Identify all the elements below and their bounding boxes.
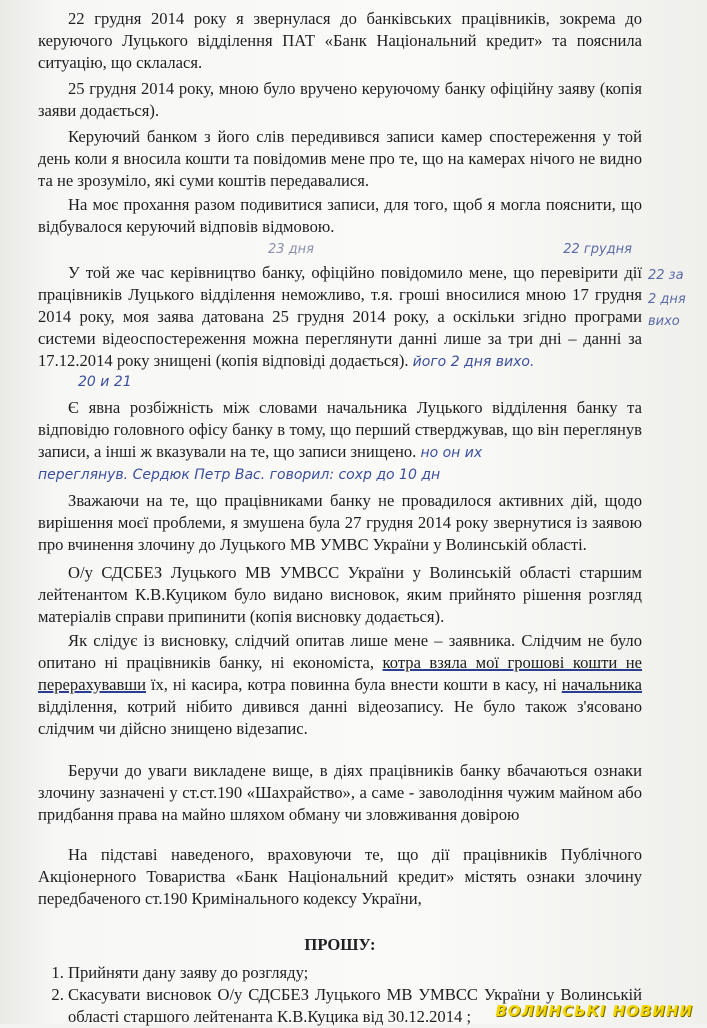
p9-text: відділення, котрий нібито дивився данні відеозапису. Не було також з'ясовано слідчим чи дійсно знищено відезапис.	[38, 697, 642, 738]
p9-text: Як слідує із висновку, слідчий опитав лише мене – заявника. Слідчим не було опитано ні працівників банку, ні економіста,	[38, 631, 642, 672]
margin-note: 2 дня	[648, 292, 686, 307]
paragraph-7: Зважаючи на те, що працівниками банку не провадилося активних дій, щодо вирішення моєї проблеми, я змушена була 27 грудня 2014 року звернутися із заявою про вчинення злочину до Луцького МВ УМВС України у Волинській області.	[38, 491, 642, 554]
margin-note: 22 за	[648, 268, 684, 283]
margin-note: 22 грудня	[563, 242, 632, 257]
paragraph-8: О/у СДСБЕЗ Луцького МВ УМВСС України у Волинській області старшим лейтенантом К.В.Куциком було видано висновок, яким прийнято рішення розгляд матеріалів справи припинити (копія висновку додається).	[38, 563, 642, 626]
request-item: 1. Прийняти дану заяву до розгляду;	[68, 962, 642, 984]
margin-note: 23 дня	[268, 242, 314, 257]
margin-note: вихо	[648, 314, 680, 329]
handwritten-note: його 2 дня вихо.	[412, 354, 535, 370]
handwritten-note: переглянув. Сердюк Петр Вас. говорил: сохр до 10 дн	[38, 467, 441, 483]
p9-text: їх, ні касира, котра повинна була внести кошти в касу, ні	[146, 675, 562, 694]
paragraph-6	[38, 397, 642, 464]
paragraph-5-text: У той же час керівництво банку, офіційно повідомило мене, що перевірити дії працівників Луцького відділення неможливо, т.я. гроші вносилися мною 17 грудня 2014 року, моя заява датована 25 грудня 2014 року, а оскільки згідно програми системи відеоспостереження можна переглянути данні лише за три дні – данні за 17.12.2014 року знищені (копія відповіді додається).	[38, 263, 642, 370]
paragraph-1: 22 грудня 2014 року я звернулася до банківських працівників, зокрема до керуючого Луцького відділення ПАТ «Банк Національний кредит» та пояснила ситуацію, що склалася.	[38, 9, 642, 72]
document-body	[38, 8, 642, 1028]
paragraph-2: 25 грудня 2014 року, мною було вручено керуючому банку офіційну заяву (копія заяви додається).	[38, 79, 642, 120]
paragraph-5	[38, 262, 642, 373]
watermark-logo: ВОЛИНСЬКІ НОВИНИ	[495, 1002, 693, 1020]
handwritten-note: но он их	[420, 445, 483, 461]
underlined-text: начальника	[561, 675, 642, 694]
request-item: 2. Скасувати висновок О/у СДСБЕЗ Луцького МВ УМВСС України у Волинській області старшого лейтенанта К.В.Куцика від 30.12.2014 ;	[68, 984, 642, 1028]
paragraph-3: Керуючий банком з його слів передивився записи камер спостереження у той день коли я вносила кошти та повідомив мене про те, що на камерах нічого не видно та не зрозуміло, які суми коштів передавалися.	[38, 127, 642, 190]
handwritten-note: 20 и 21	[78, 374, 132, 390]
underlined-text: котра взяла мої грошові кошти не перерахувавши	[38, 653, 643, 694]
paragraph-6-text: Є явна розбіжність між словами начальника Луцького відділення банку та відповідю головного офісу банку в тому, що перший стверджував, що він переглянув записи, а інші ж вказували на те, що записи знищено.	[38, 398, 642, 461]
paragraph-10: Беручи до уваги викладене вище, в діях працівників банку вбачаються ознаки злочину зазначені у ст.ст.190 «Шахрайство», а саме - заволодіння чужим майном або придбання права на майно шляхом обману чи зловживання довірою	[38, 761, 642, 824]
paragraph-9	[38, 630, 642, 740]
handwritten-gap-notes	[38, 238, 642, 262]
request-title: ПРОШУ:	[304, 935, 376, 954]
paragraph-11: На підставі наведеного, враховуючи те, що дії працівників Публічного Акціонерного Товариства «Банк Національний кредит» містять ознаки злочину передбаченого ст.190 Кримінального кодексу України,	[38, 845, 642, 908]
paragraph-4: На моє прохання разом подивитися записи, для того, щоб я могла пояснити, що відбувалося керуючий відповів відмовою.	[38, 195, 642, 236]
